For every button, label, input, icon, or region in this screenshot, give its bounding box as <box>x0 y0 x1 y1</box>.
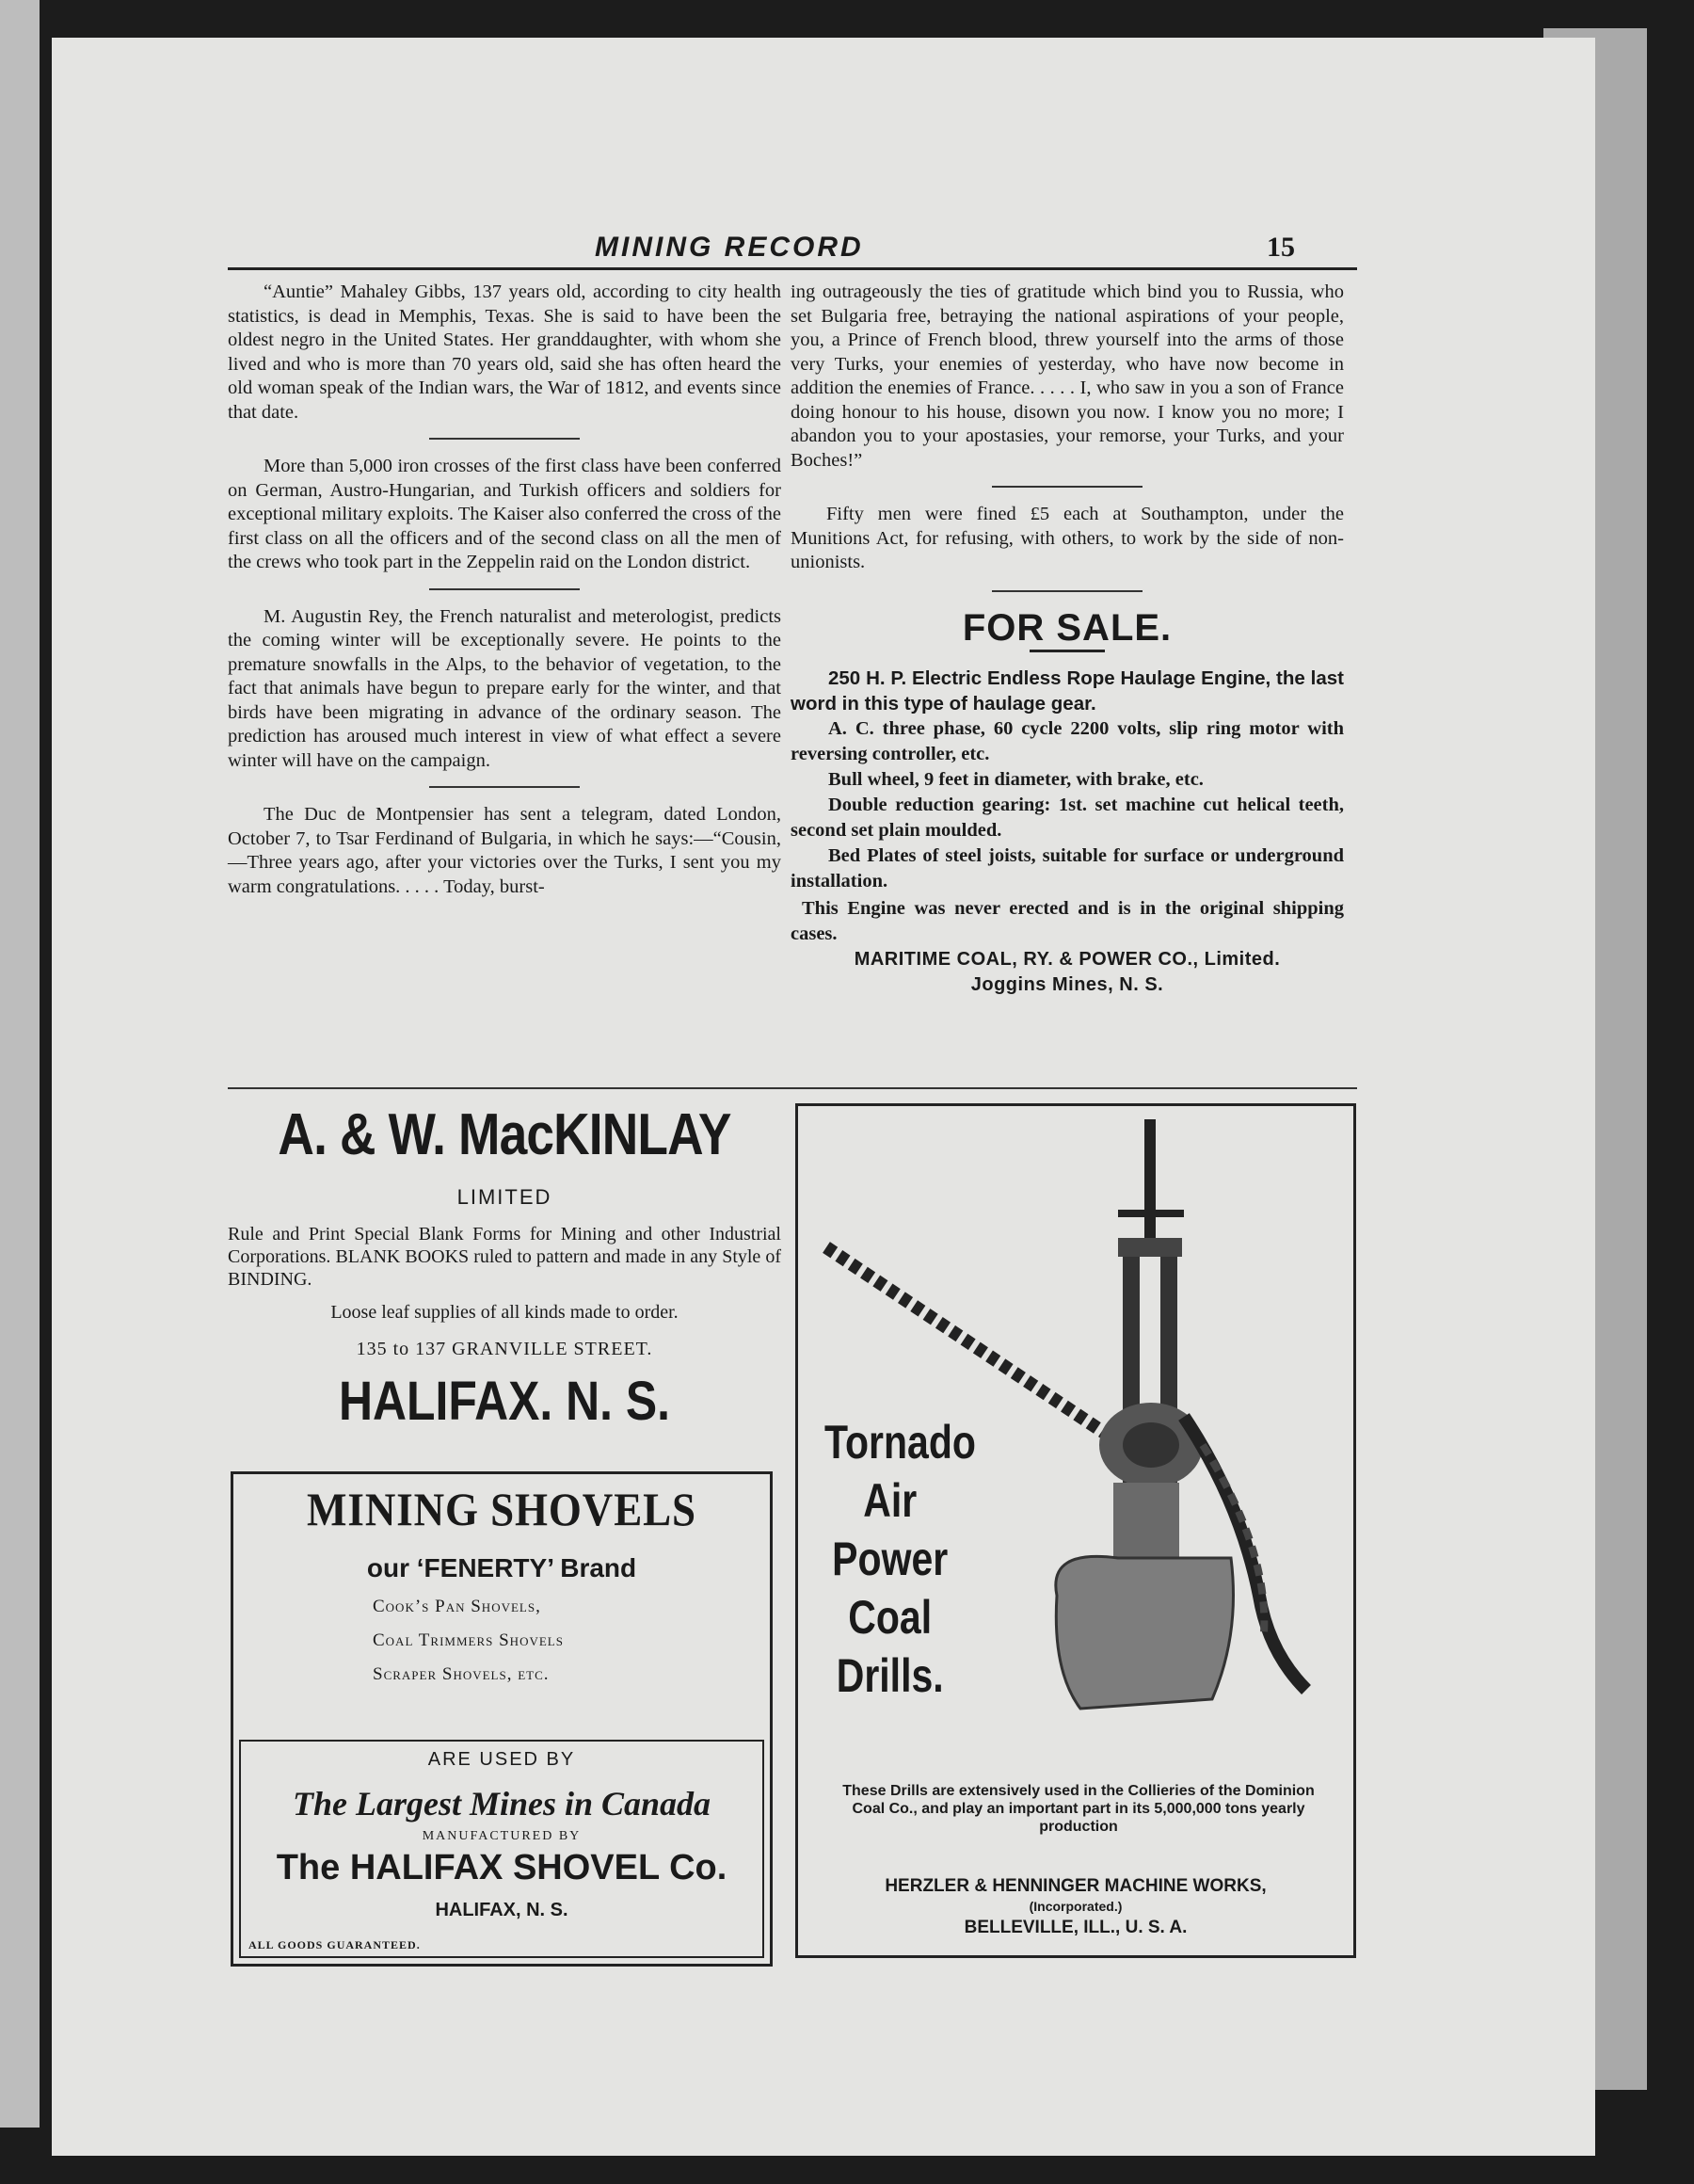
for-sale-note: This Engine was never erected and is in the original shipping cases. <box>791 898 1344 944</box>
for-sale-line: Double reduction gearing: 1st. set machine cut helical teeth, second set plain moulded. <box>791 795 1344 841</box>
tornado-drill-ad <box>795 1103 1356 1958</box>
ads-top-rule <box>228 1087 1357 1089</box>
for-sale-line: Bed Plates of steel joists, suitable for surface or underground installation. <box>791 845 1344 891</box>
for-sale-title: FOR SALE. <box>962 606 1173 649</box>
shovels-largest-mines: The Largest Mines in Canada <box>292 1785 711 1823</box>
article-divider <box>429 588 580 590</box>
for-sale-location: Joggins Mines, N. S. <box>970 974 1164 995</box>
article-divider <box>429 438 580 440</box>
article-divider <box>429 786 580 788</box>
previous-page-edge <box>0 0 40 2128</box>
shovel-item: Cook’s Pan Shovels, <box>373 1597 541 1616</box>
header-rule <box>228 267 1357 270</box>
article-montpensier-cont: ing outrageously the ties of gratitude which bind you to Russia, who set Bulgaria free, betraying the national aspirations of your people, you, a Prince of French blood, threw yourself into the arms of those very Turks, your enemies of yesterday, who have now become in addition the enemies of France. . . . . I, who saw in you a son of France doing honour to his house, disown you now. I know you no more; I abandon you to your apostasies, your remorse, your Turks, and your Boches!” <box>791 281 1344 471</box>
for-sale-rule <box>1030 650 1105 652</box>
shovel-item: Scraper Shovels, etc. <box>373 1664 550 1684</box>
mackinlay-body: Rule and Print Special Blank Forms for Mining and other Industrial Corporations. BLANK BOOKS ruled to pattern and made in any Style of BINDING. <box>228 1224 781 1290</box>
tornado-word: Power <box>832 1533 949 1585</box>
shovels-inner-box <box>239 1740 764 1958</box>
article-gibbs: “Auntie” Mahaley Gibbs, 137 years old, according to city health statistics, is dead in Memphis, Texas. She is said to have been the oldest negro in the United States. Her granddaughter, with whom she lived and who is more than 70 years old, said she has often heard the old woman speak of the Indian wars, the War of 1812, and events since that date. <box>228 281 781 423</box>
shovels-manufactured-by: MANUFACTURED BY <box>422 1829 582 1843</box>
article-iron-crosses: More than 5,000 iron crosses of the first class have been conferred on German, Austro-Hungarian, and Turkish officers and soldiers for exceptional military exploits. The Kaiser also conferred the cross of the first class on all the officers and of the second class on all the men of the crews who took part in the Zeppelin raid on the London district. <box>228 456 781 572</box>
article-divider <box>992 486 1143 488</box>
page-number: 15 <box>1267 232 1295 263</box>
shovels-brand: our ‘FENERTY’ Brand <box>366 1553 637 1582</box>
for-sale-line: Bull wheel, 9 feet in diameter, with brake, etc. <box>828 769 1204 790</box>
tornado-word: Drills. <box>836 1649 944 1702</box>
for-sale-company: MARITIME COAL, RY. & POWER CO., Limited. <box>854 949 1281 970</box>
left-column <box>228 281 781 899</box>
article-weather: M. Augustin Rey, the French naturalist and meterologist, predicts the coming winter will be exceptionally severe. He points to the premature snowfalls in the Alps, to the behavior of vegetation, to the fact that animals have begun to prepare early for the winter, and that birds have been migrating in advance of the ordinary season. The prediction has aroused much interest in view of what effect a severe winter will have on the campaign. <box>228 605 781 771</box>
article-munitions: Fifty men were fined £5 each at Southampton, under the Munitions Act, for refusing, with others, to work by the side of non-unionists. <box>791 504 1344 572</box>
for-sale-body <box>791 666 1344 947</box>
shovels-used-by: ARE USED BY <box>427 1749 576 1770</box>
mackinlay-name: A. & W. MacKINLAY <box>278 1102 731 1167</box>
shovels-ad <box>231 1471 773 1967</box>
for-sale-line: 250 H. P. Electric Endless Rope Haulage Engine, the last word in this type of haulage gear. <box>791 667 1344 715</box>
page-header <box>228 232 1357 269</box>
mackinlay-city: HALIFAX. N. S. <box>339 1371 670 1432</box>
tornado-description: These Drills are extensively used in the Collieries of the Dominion Coal Co., and play an important part in its 5,000,000 tons yearly production <box>842 1783 1315 1835</box>
article-divider <box>992 590 1143 592</box>
article-montpensier: The Duc de Montpensier has sent a telegram, dated London, October 7, to Tsar Ferdinand of Bulgaria, in which he says:—“Cousin,—Three years ago, after your victories over the Turks, I sent you my warm congratulations. . . . . Today, burst- <box>228 804 781 897</box>
tornado-word: Air <box>863 1474 918 1527</box>
tornado-maker: HERZLER & HENNINGER MACHINE WORKS, <box>885 1876 1267 1896</box>
shovels-city: HALIFAX, N. S. <box>435 1900 568 1920</box>
mackinlay-loose-leaf: Loose leaf supplies of all kinds made to order. <box>330 1302 679 1323</box>
right-column <box>791 281 1344 998</box>
tornado-word: Coal <box>848 1591 933 1644</box>
shovels-heading: MINING SHOVELS <box>307 1483 696 1535</box>
mackinlay-ad <box>228 1101 781 1433</box>
shovel-item: Coal Trimmers Shovels <box>373 1630 564 1650</box>
tornado-word: Tornado <box>824 1416 976 1469</box>
running-title: MINING RECORD <box>595 232 864 263</box>
tornado-city: BELLEVILLE, ILL., U. S. A. <box>964 1918 1188 1937</box>
mackinlay-limited: LIMITED <box>456 1185 552 1209</box>
shovels-company: The HALIFAX SHOVEL Co. <box>276 1848 727 1887</box>
tornado-incorporated: (Incorporated.) <box>1029 1899 1123 1914</box>
mackinlay-street: 135 to 137 GRANVILLE STREET. <box>356 1339 653 1359</box>
for-sale-line: A. C. three phase, 60 cycle 2200 volts, slip ring motor with reversing controller, etc. <box>791 718 1344 764</box>
shovels-guarantee: ALL GOODS GUARANTEED. <box>248 1938 421 1951</box>
